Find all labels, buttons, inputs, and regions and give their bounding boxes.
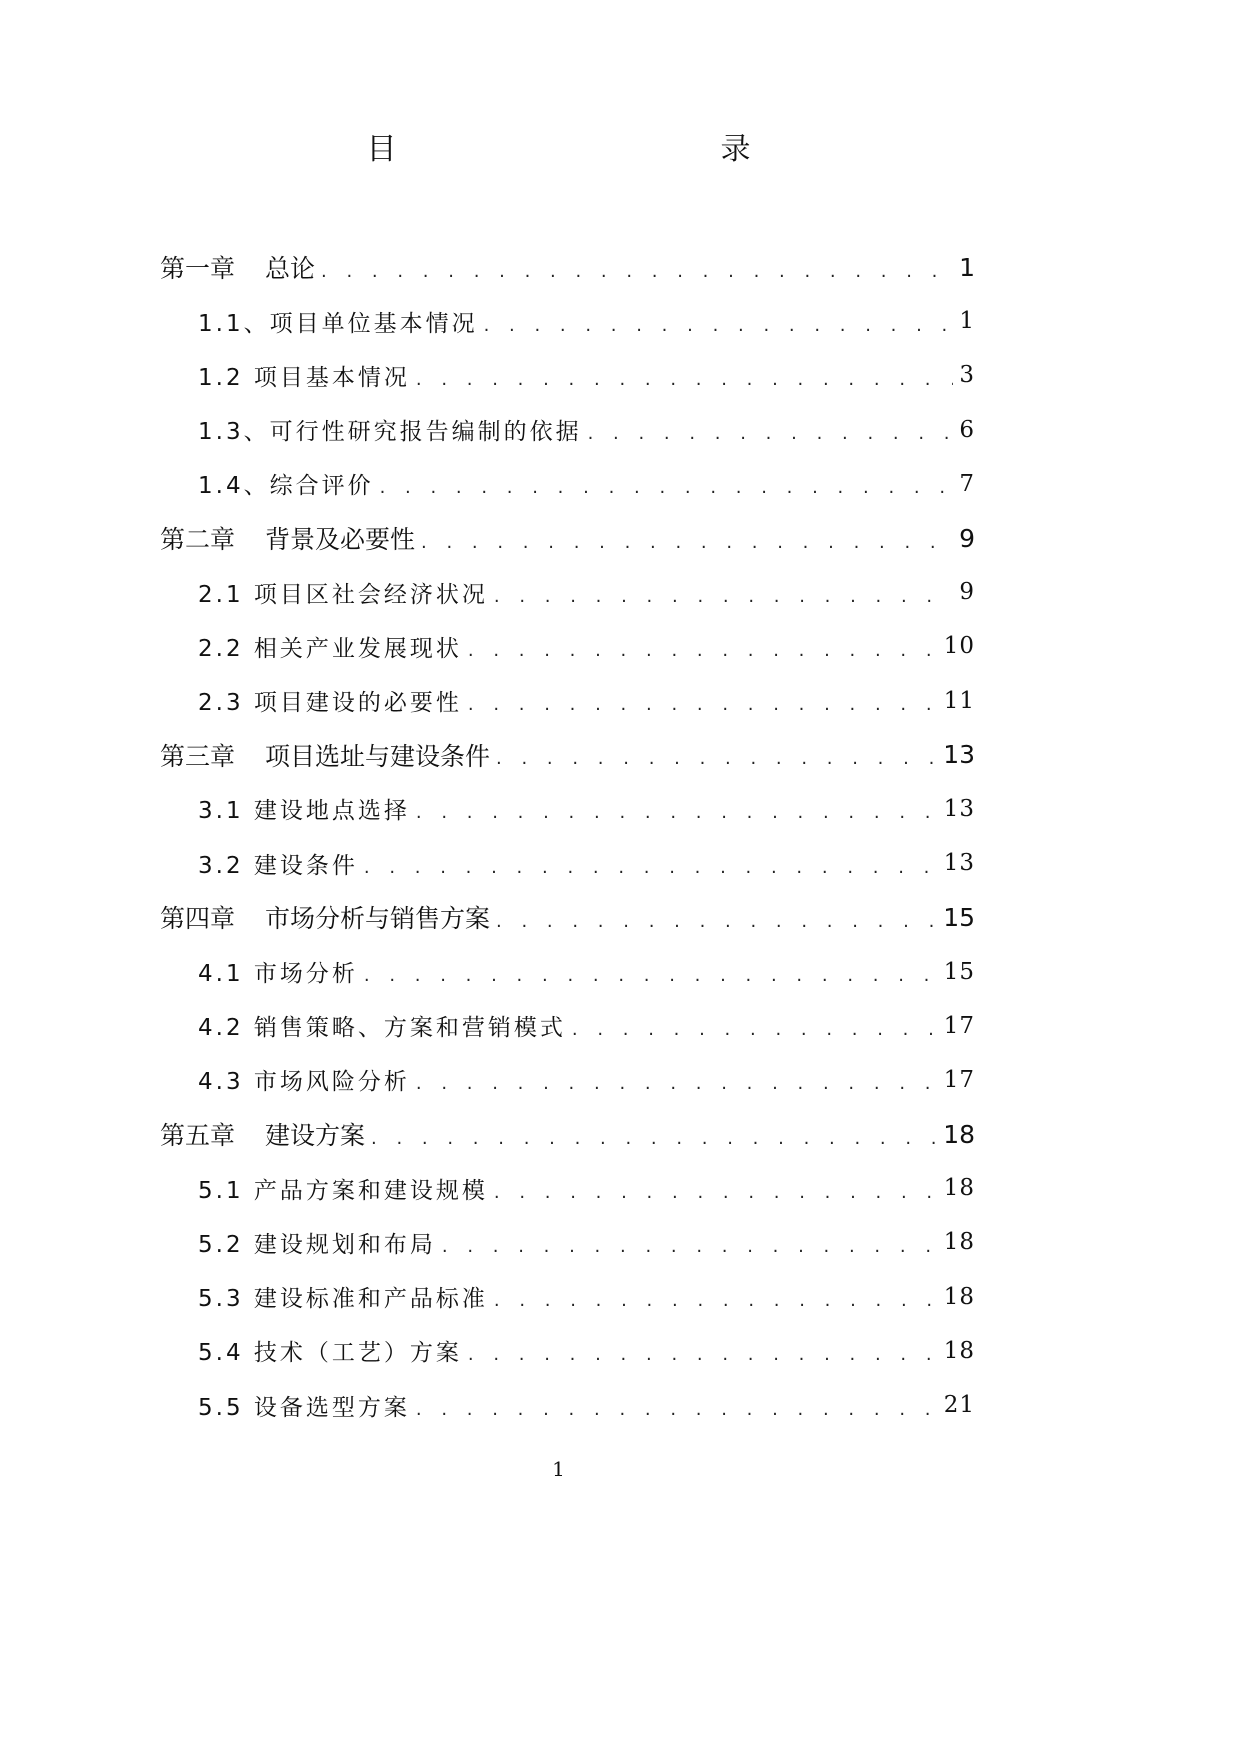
toc-entry-title: 2.2 相关产业发展现状 bbox=[198, 635, 462, 662]
dot-leader bbox=[494, 586, 953, 607]
toc-page-number: 17 bbox=[943, 1012, 975, 1039]
toc-page-number: 9 bbox=[959, 523, 975, 553]
toc-page-number: 17 bbox=[943, 1066, 975, 1093]
dot-leader bbox=[468, 640, 938, 661]
dot-leader bbox=[364, 965, 938, 986]
footer-page-number: 1 bbox=[552, 1457, 565, 1481]
dot-leader bbox=[421, 532, 953, 553]
toc-entry-title: 项目选址与建设条件 bbox=[265, 741, 491, 771]
toc-entry-title: 3.2 建设条件 bbox=[198, 852, 358, 879]
toc-entry-title: 3.1 建设地点选择 bbox=[198, 798, 410, 825]
toc-chapter-entry[interactable] bbox=[160, 1107, 975, 1161]
toc-entry-title: 4.3 市场风险分析 bbox=[198, 1069, 410, 1096]
toc-section-entry[interactable] bbox=[160, 1378, 975, 1432]
toc-section-entry[interactable] bbox=[160, 782, 975, 836]
toc-section-entry[interactable] bbox=[160, 999, 975, 1053]
toc-entry-title: 1.4、综合评价 bbox=[198, 473, 374, 500]
dot-leader bbox=[496, 911, 937, 932]
toc-page-number: 7 bbox=[959, 470, 975, 497]
toc-section-entry[interactable] bbox=[160, 294, 975, 348]
toc-entry-title: 建设方案 bbox=[265, 1121, 366, 1151]
toc-entry-title: 2.1 项目区社会经济状况 bbox=[198, 581, 488, 608]
toc-entry-title: 5.1 产品方案和建设规模 bbox=[198, 1177, 488, 1204]
toc-page-number: 15 bbox=[943, 958, 975, 985]
toc-entry-title: 市场分析与销售方案 bbox=[265, 904, 491, 934]
toc-entry-title: 总论 bbox=[265, 254, 316, 284]
toc-section-entry[interactable] bbox=[160, 457, 975, 511]
dot-leader bbox=[496, 748, 937, 769]
dot-leader bbox=[416, 1399, 938, 1420]
toc-page-number: 1 bbox=[959, 308, 975, 335]
toc-page-number: 13 bbox=[943, 795, 975, 822]
toc-chapter-number: 第三章 bbox=[160, 741, 236, 771]
toc-page-number: 13 bbox=[943, 740, 975, 770]
toc-chapter-entry[interactable] bbox=[160, 890, 975, 944]
toc-page-number: 18 bbox=[943, 1229, 975, 1256]
toc-chapter-number: 第二章 bbox=[160, 525, 236, 555]
toc-entry-title: 背景及必要性 bbox=[265, 525, 416, 555]
toc-chapter-number: 第四章 bbox=[160, 904, 236, 934]
toc-section-entry[interactable] bbox=[160, 836, 975, 890]
dot-leader bbox=[494, 1182, 938, 1203]
dot-leader bbox=[442, 1236, 938, 1257]
toc-entry-title: 5.5 设备选型方案 bbox=[198, 1394, 410, 1421]
toc-chapter-entry[interactable] bbox=[160, 240, 975, 294]
toc-page-number: 18 bbox=[943, 1283, 975, 1310]
toc-page-number: 10 bbox=[943, 633, 975, 660]
dot-leader bbox=[364, 857, 938, 878]
toc-section-entry[interactable] bbox=[160, 1324, 975, 1378]
dot-leader bbox=[468, 1344, 938, 1365]
dot-leader bbox=[588, 423, 954, 444]
dot-leader bbox=[572, 1019, 938, 1040]
toc-entry-title: 2.3 项目建设的必要性 bbox=[198, 690, 462, 717]
toc-page-number: 9 bbox=[959, 579, 975, 606]
table-of-contents bbox=[160, 240, 975, 1432]
toc-section-entry[interactable] bbox=[160, 1161, 975, 1215]
toc-entry-title: 4.2 销售策略、方案和营销模式 bbox=[198, 1015, 566, 1042]
toc-page-number: 3 bbox=[959, 362, 975, 389]
dot-leader bbox=[416, 1073, 938, 1094]
toc-section-entry[interactable] bbox=[160, 1270, 975, 1324]
toc-page-number: 15 bbox=[943, 902, 975, 932]
toc-section-entry[interactable] bbox=[160, 348, 975, 402]
dot-leader bbox=[371, 1128, 937, 1149]
toc-page-number: 11 bbox=[943, 687, 975, 714]
page-title: 目 录 bbox=[366, 132, 839, 167]
toc-entry-title: 4.1 市场分析 bbox=[198, 961, 358, 988]
toc-section-entry[interactable] bbox=[160, 1215, 975, 1269]
dot-leader bbox=[416, 369, 953, 390]
toc-section-entry[interactable] bbox=[160, 944, 975, 998]
toc-section-entry[interactable] bbox=[160, 619, 975, 673]
toc-page-number: 13 bbox=[943, 850, 975, 877]
toc-page-number: 6 bbox=[959, 416, 975, 443]
dot-leader bbox=[494, 1290, 938, 1311]
dot-leader bbox=[380, 477, 954, 498]
toc-section-entry[interactable] bbox=[160, 674, 975, 728]
toc-chapter-entry[interactable] bbox=[160, 511, 975, 565]
dot-leader bbox=[484, 315, 954, 336]
toc-page-number: 18 bbox=[943, 1119, 975, 1149]
dot-leader bbox=[468, 694, 938, 715]
toc-entry-title: 5.4 技术（工艺）方案 bbox=[198, 1340, 462, 1367]
toc-page-number: 18 bbox=[943, 1175, 975, 1202]
dot-leader bbox=[416, 802, 938, 823]
toc-chapter-number: 第一章 bbox=[160, 254, 236, 284]
toc-entry-title: 5.2 建设规划和布局 bbox=[198, 1231, 436, 1258]
toc-section-entry[interactable] bbox=[160, 565, 975, 619]
toc-entry-title: 1.3、可行性研究报告编制的依据 bbox=[198, 419, 582, 446]
toc-page-number: 21 bbox=[943, 1392, 975, 1419]
dot-leader bbox=[321, 261, 953, 282]
toc-entry-title: 1.1、项目单位基本情况 bbox=[198, 310, 478, 337]
toc-section-entry[interactable] bbox=[160, 403, 975, 457]
toc-page-number: 1 bbox=[959, 252, 975, 282]
toc-entry-title: 1.2 项目基本情况 bbox=[198, 364, 410, 391]
toc-entry-title: 5.3 建设标准和产品标准 bbox=[198, 1286, 488, 1313]
toc-page-number: 18 bbox=[943, 1337, 975, 1364]
toc-section-entry[interactable] bbox=[160, 1053, 975, 1107]
toc-chapter-entry[interactable] bbox=[160, 728, 975, 782]
toc-chapter-number: 第五章 bbox=[160, 1121, 236, 1151]
